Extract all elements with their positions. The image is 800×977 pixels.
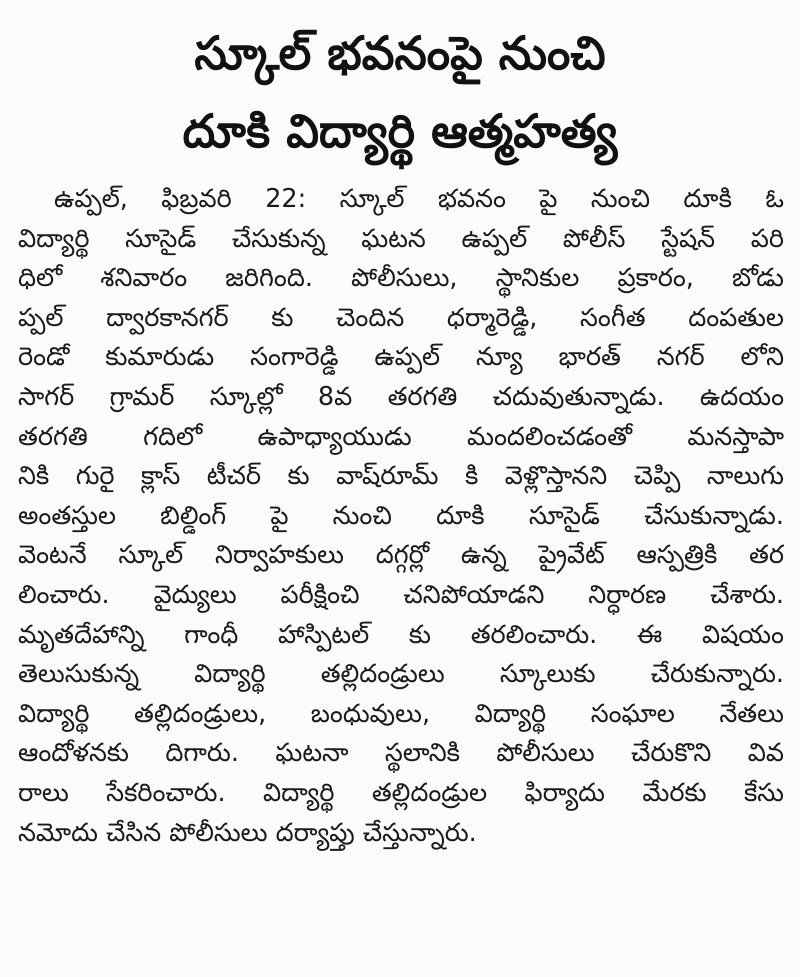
body-line: ఆందోళనకు దిగారు. ఘటనా స్థలానికి పోలీసులు చేరుకొని వివ xyxy=(18,738,784,769)
article-headline xyxy=(0,0,800,170)
body-line: లించారు. వైద్యులు పరీక్షించి చనిపోయాడని నిర్ధారణ చేశారు. xyxy=(18,579,784,610)
body-line: అంతస్తుల బిల్డింగ్ పై నుంచి దూకి సూసైడ్ చేసుకున్నాడు. xyxy=(18,500,784,531)
body-line: మృతదేహాన్ని గాంధీ హాస్పిటల్ కు తరలించారు. ఈ విషయం xyxy=(18,619,784,650)
headline-line-1: స్కూల్ భవనంపై నుంచి xyxy=(194,26,606,80)
headline-line-2: దూకి విద్యార్థి ఆత్మహత్య xyxy=(182,104,618,158)
body-line: రెండో కుమారుడు సంగారెడ్డి ఉప్పల్ న్యూ భారత్ నగర్ లోని xyxy=(18,342,784,373)
body-line: రాలు సేకరించారు. విద్యార్థి తల్లిదండ్రుల ఫిర్యాదు మేరకు కేసు xyxy=(18,777,784,808)
body-line: తరగతి గదిలో ఉపాధ్యాయుడు మందలించడంతో మనస్తాపా xyxy=(18,421,784,452)
article-body xyxy=(18,180,784,853)
body-line: వెంటనే స్కూల్ నిర్వాహకులు దగ్గర్లో ఉన్న ప్రైవేట్ ఆస్పత్రికి తర xyxy=(18,540,784,571)
body-line: ధిలో శనివారం జరిగింది. పోలీసులు, స్థానికుల ప్రకారం, బోడు xyxy=(18,263,784,294)
body-line: విద్యార్థి తల్లిదండ్రులు, బంధువులు, విద్యార్థి సంఘాల నేతలు xyxy=(18,698,784,729)
body-line: నమోదు చేసిన పోలీసులు దర్యాప్తు చేస్తున్నారు. xyxy=(18,817,477,848)
body-line: సాగర్ గ్రామర్ స్కూల్లో 8వ తరగతి చదువుతున్నాడు. ఉదయం xyxy=(18,381,784,412)
body-line: ఉప్పల్, ఫిబ్రవరి 22: స్కూల్ భవనం పై నుంచి దూకి ఓ xyxy=(54,184,784,214)
body-line: విద్యార్థి సూసైడ్ చేసుకున్న ఘటన ఉప్పల్ పోలీస్ స్టేషన్ పరి xyxy=(18,223,784,254)
body-line: ప్పల్ ద్వారకానగర్ కు చెందిన ధర్మారెడ్డి, సంగీత దంపతుల xyxy=(18,302,784,333)
body-line: తెలుసుకున్న విద్యార్థి తల్లిదండ్రులు స్కూలుకు చేరుకున్నారు. xyxy=(18,659,784,690)
body-line: నికి గురై క్లాస్ టీచర్ కు వాష్‌రూమ్ కి వెళ్లొస్తానని చెప్పి నాలుగు xyxy=(18,461,784,492)
